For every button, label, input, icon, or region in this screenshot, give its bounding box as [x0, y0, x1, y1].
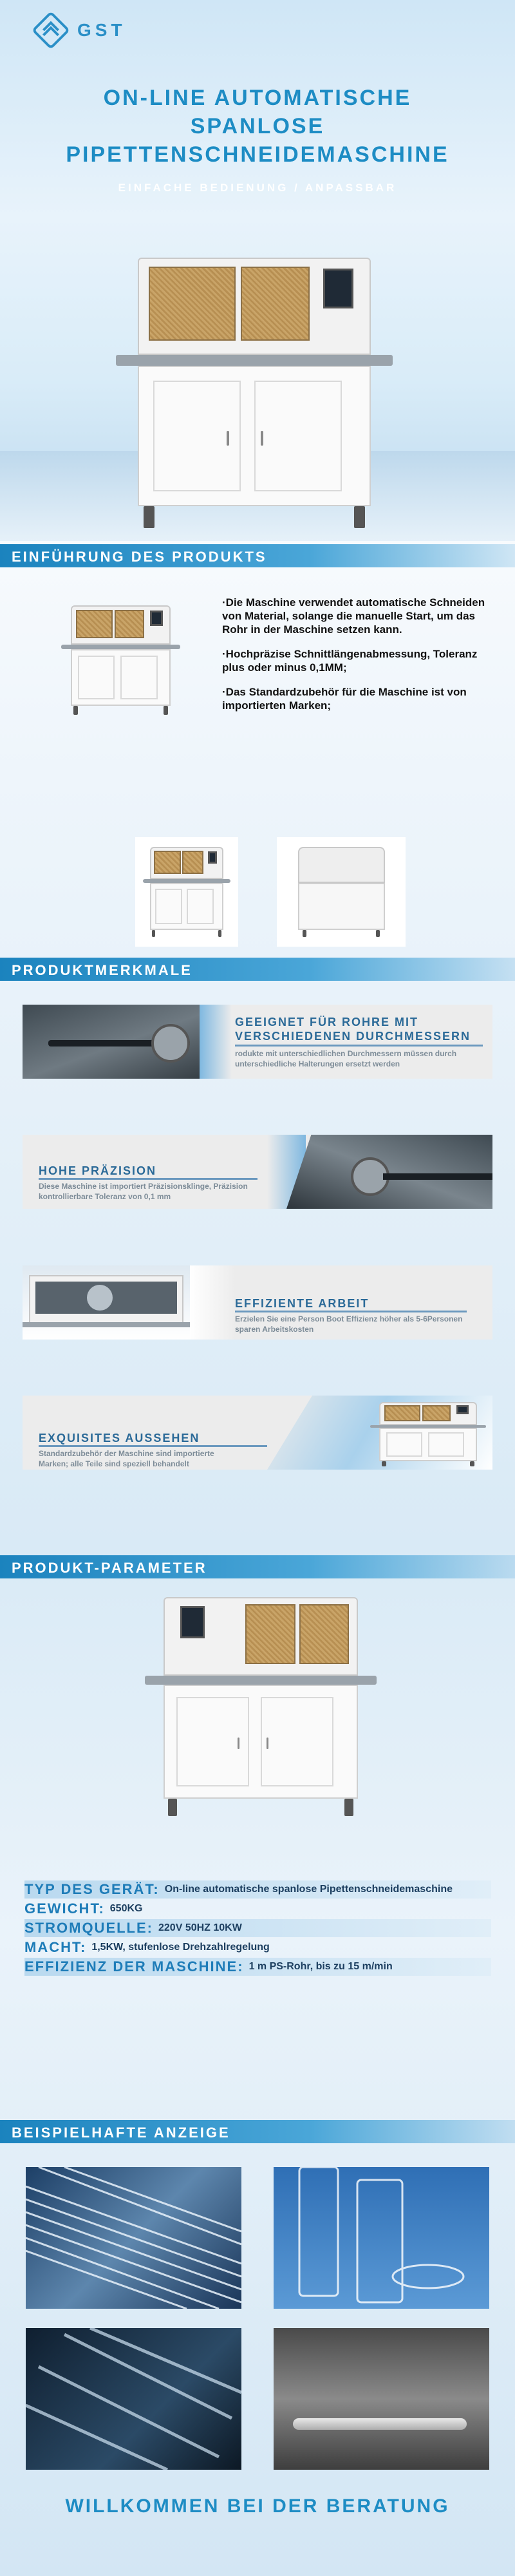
intro-thumb-front	[135, 837, 238, 947]
param-value: On-line automatische spanlose Pipettenschneidemaschine	[164, 1884, 453, 1895]
feature-divider	[39, 1178, 258, 1180]
brand-logo[interactable]	[32, 12, 126, 49]
param-row	[24, 1958, 491, 1976]
intro-machine-image	[61, 605, 180, 715]
section-bar-features	[0, 958, 515, 981]
section-bar-intro	[0, 544, 515, 567]
feature-divider	[235, 1045, 483, 1046]
param-key: STROMQUELLE:	[24, 1920, 153, 1936]
intro-bullet: ·Hochpräzise Schnittlängenabmessung, Toleranz plus oder minus 0,1MM;	[222, 648, 478, 674]
param-row	[24, 1919, 491, 1937]
intro-thumb-side	[277, 837, 406, 947]
brand-name: GST	[77, 20, 126, 40]
feature-image	[286, 1135, 492, 1209]
example-image-tubes-bundle	[26, 2167, 241, 2309]
params-machine-image	[145, 1597, 377, 1816]
param-key: GEWICHT:	[24, 1900, 105, 1917]
section-bar-params	[0, 1555, 515, 1578]
feature-card	[23, 1005, 492, 1079]
feature-card	[23, 1265, 492, 1340]
example-image-acrylic-tubes	[274, 2167, 489, 2309]
param-key: TYP DES GERÄT:	[24, 1881, 160, 1897]
hero-title: ON-LINE AUTOMATISCHE SPANLOSE PIPETTENSCHNEIDEMASCHINE	[66, 86, 449, 167]
section-bar-examples	[0, 2120, 515, 2143]
param-key: EFFIZIENZ DER MASCHINE:	[24, 1958, 244, 1975]
feature-image	[23, 1005, 229, 1079]
features-heading: PRODUKTMERKMALE	[12, 962, 192, 978]
feature-image	[23, 1265, 190, 1340]
param-row	[24, 1900, 491, 1918]
feature-title: EXQUISITES AUSSEHEN	[39, 1432, 200, 1444]
logo-icon	[32, 12, 70, 49]
hero-subtitle: EINFACHE BEDIENUNG / ANPASSBAR	[118, 182, 397, 194]
tubes-bundle-graphic	[26, 2167, 241, 2309]
feature-title: HOHE PRÄZISION	[39, 1164, 157, 1177]
param-value: 1 m PS-Rohr, bis zu 15 m/min	[248, 1961, 393, 1972]
param-value: 220V 50HZ 10KW	[158, 1922, 242, 1933]
intro-bullet: ·Das Standardzubehör für die Maschine ist von importierten Marken;	[222, 686, 467, 712]
param-row	[24, 1938, 491, 1956]
footer-cta: WILLKOMMEN BEI DER BERATUNG	[65, 2496, 450, 2517]
example-image-pipettes	[26, 2328, 241, 2470]
param-value: 1,5KW, stufenlose Drehzahlregelung	[91, 1942, 270, 1953]
feature-card	[23, 1135, 492, 1209]
feature-desc: Standardzubehör der Maschine sind importierte Marken; alle Teile sind speziell behandelt	[39, 1449, 214, 1468]
feature-title: EFFIZIENTE ARBEIT	[235, 1297, 370, 1310]
hero-machine-image	[116, 258, 393, 528]
param-row	[24, 1880, 491, 1899]
feature-image	[370, 1402, 486, 1466]
feature-desc: Diese Maschine ist importiert Präzisionsklinge, Präzision kontrollierbare Toleranz von 0,1 mm	[39, 1182, 248, 1201]
feature-card	[23, 1396, 492, 1470]
param-key: MACHT:	[24, 1939, 87, 1955]
params-table	[24, 1880, 491, 1987]
feature-title: GEEIGNET FÜR ROHRE MIT VERSCHIEDENEN DURCHMESSERN	[235, 1016, 471, 1043]
example-image-glass-tube	[274, 2328, 489, 2470]
feature-desc: rodukte mit unterschiedlichen Durchmessern müssen durch unterschiedliche Halterungen ersetzt werden	[235, 1049, 457, 1068]
acrylic-tubes-graphic	[274, 2167, 489, 2309]
intro-bullets	[222, 596, 492, 723]
pipettes-graphic	[26, 2328, 241, 2470]
intro-heading: EINFÜHRUNG DES PRODUKTS	[12, 549, 267, 565]
feature-divider	[39, 1445, 267, 1447]
intro-bullet: ·Die Maschine verwendet automatische Schneiden von Material, solange die manuelle Start, um das Rohr in der Maschine setzen kann.	[222, 596, 485, 636]
examples-heading: BEISPIELHAFTE ANZEIGE	[12, 2125, 230, 2141]
param-value: 650KG	[109, 1903, 143, 1914]
params-heading: PRODUKT-PARAMETER	[12, 1560, 207, 1576]
feature-divider	[235, 1311, 467, 1312]
feature-desc: Erzielen Sie eine Person Boot Effizienz höher als 5-6Personen sparen Arbeitskosten	[235, 1314, 463, 1334]
